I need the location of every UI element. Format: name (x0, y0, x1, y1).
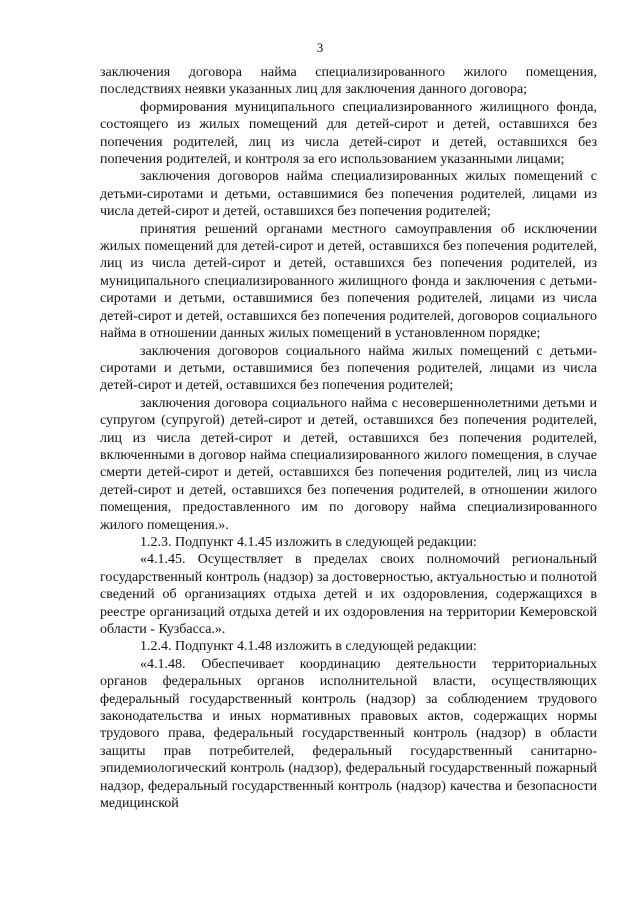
paragraph: заключения договоров найма специализированных жилых помещений с детьми-сиротами и детьми, оставшимися без попечения родителей, лицами из числа детей-сирот и детей, оставшихся без попечения родителей; (100, 169, 597, 220)
paragraph: принятия решений органами местного самоуправления об исключении жилых помещений для детей-сирот и детей, оставшихся без попечения родителей, лиц из числа детей-сирот и детей, оставшихся без попечения родителей, из муниципального специализированного жилищного фонда и заключения с детьми-сиротами и детьми, оставшимися без попечения родителей, лицами из числа детей-сирот и детей, оставшихся без попечения родителей, договоров социального найма в отношении данных жилых помещений в установленном порядке; (100, 221, 597, 342)
paragraph: заключения договора найма специализированного жилого помещения, последствиях неявки указанных лиц для заключения данного договора; (100, 65, 597, 98)
page-number: 3 (316, 40, 324, 55)
paragraph: заключения договора социального найма с несовершеннолетними детьми и супругом (супругой) детей-сирот и детей, оставшихся без попечения родителей, лиц из числа детей-сирот и детей, оставшихся без попечения родителей, включенными в договор найма специализированного жилого помещения, в случае смерти детей-сирот и детей, оставшихся без попечения родителей, лиц из числа детей-сирот и детей, оставшихся без попечения родителей, в отношении жилого помещения, предоставленного им по договору найма специализированного жилого помещения.». (100, 395, 597, 533)
paragraph: 1.2.3. Подпункт 4.1.45 изложить в следующей редакции: (140, 534, 477, 550)
paragraph: «4.1.48. Обеспечивает координацию деятельности территориальных органов федеральных органов исполнительной власти, осуществляющих федеральный государственный контроль (надзор) за соблюдением трудового законодательства и иных нормативных правовых актов, содержащих нормы трудового права, федеральный государственный контроль (надзор) в области защиты прав потребителей, федеральный государственный санитарно-эпидемиологический контроль (надзор), федеральный государственный пожарный надзор, федеральный государственный контроль (надзор) качества и безопасности медицинской (100, 656, 597, 812)
paragraph: формирования муниципального специализированного жилищного фонда, состоящего из жилых помещений для детей-сирот и детей, оставшихся без попечения родителей, лиц из числа детей-сирот и детей, оставшихся без попечения родителей, и контроля за его использованием указанными лицами; (100, 99, 597, 168)
paragraph: 1.2.4. Подпункт 4.1.48 изложить в следующей редакции: (140, 639, 477, 655)
paragraph: заключения договоров социального найма жилых помещений с детьми-сиротами и детьми, оставшимися без попечения родителей, лицами из числа детей-сирот и детей, оставшихся без попечения родителей; (100, 343, 597, 394)
paragraph: «4.1.45. Осуществляет в пределах своих полномочий региональный государственный контроль (надзор) за достоверностью, актуальностью и полнотой сведений об организациях отдыха детей и их оздоровления, содержащихся в реестре организаций отдыха детей и их оздоровления на территории Кемеровской области - Кузбасса.». (100, 552, 597, 637)
document-body (100, 64, 597, 812)
